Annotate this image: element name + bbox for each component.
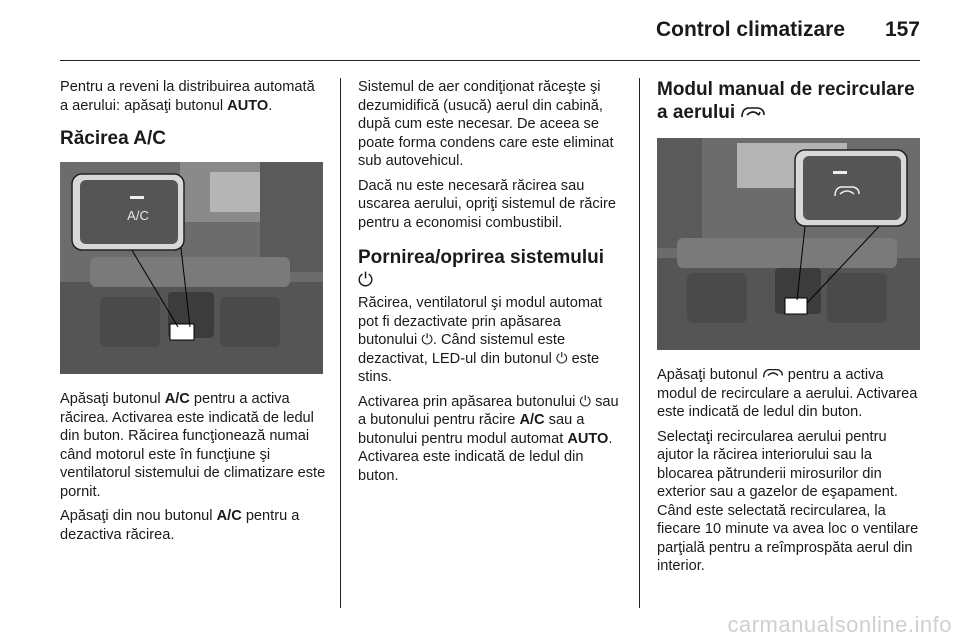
column-1: [60, 78, 326, 550]
page-number: 157: [884, 18, 920, 41]
svg-text:A/C: A/C: [127, 208, 149, 223]
recirculation-button-figure: [657, 138, 920, 350]
page-title: Control climatizare: [655, 18, 845, 41]
ac-deactivate-paragraph: Apăsaţi din nou butonul A/C pentru a dezactiva răcirea.: [60, 508, 300, 543]
ac-system-paragraph: Sistemul de aer condiţionat răceşte şi dezumidifică (usucă) aerul din cabină, după cum este necesar. De aceea se poate forma condens care este eliminat sub autovehicul.: [358, 79, 614, 169]
column-divider-2: [639, 78, 640, 608]
economy-paragraph: Dacă nu este necesară răcirea sau uscarea aerului, opriţi sistemul de răcire pentru a economisi combustibil.: [358, 177, 616, 231]
section-heading-ac: Răcirea A/C: [60, 128, 166, 149]
header-divider: [60, 60, 920, 61]
power-icon: ⏻: [579, 393, 592, 410]
power-icon: ⏻: [555, 350, 568, 367]
intro-paragraph: Pentru a reveni la distribuirea automată a aerului: apăsaţi butonul AUTO.: [60, 79, 315, 114]
recirculation-info-paragraph: Selectaţi recircularea aerului pentru ajutor la răcirea interiorului sau la blocarea pătrunderii mirosurilor din exterior sau a gazelor de eşapament. Când este selectată recircularea, la fiecare 10 minute va avea loc o ventilare parţială pentru a reîmprospăta aerul din interior.: [657, 428, 919, 574]
ac-button-figure: [60, 162, 323, 374]
page-header: [0, 0, 960, 60]
system-on-paragraph: Activarea prin apăsarea butonului ⏻ sau a butonului pentru răcire A/C sau a butonului pentru modul automat AUTO. Activarea este indicată de ledul din buton.: [358, 393, 619, 484]
section-heading-system: Pornirea/oprirea sistemului ⏻: [358, 247, 605, 291]
column-divider-1: [340, 78, 341, 608]
watermark: carmanualsonline.info: [727, 612, 952, 637]
column-3: [657, 78, 923, 582]
recirculation-icon: [740, 105, 766, 119]
recirculation-dashboard-illustration: [657, 138, 920, 350]
ac-activate-paragraph: Apăsaţi butonul A/C pentru a activa răcirea. Activarea este indicată de ledul din buton. Răcirea funcţionează numai când motorul este în funcţiune şi ventilatorul sistemului de climatizare este pornit.: [60, 391, 326, 500]
ac-dashboard-illustration: [60, 162, 323, 374]
column-2: [358, 78, 624, 491]
section-heading-recirculation: Modul manual de recirculare a aerului: [657, 79, 915, 123]
power-icon: ⏻: [358, 270, 374, 291]
recirculation-activate-paragraph: Apăsaţi butonul pentru a activa modul de recirculare a aerului. Activarea este indicată de ledul din buton.: [657, 367, 918, 420]
power-icon: ⏻: [421, 332, 433, 348]
system-off-paragraph: Răcirea, ventilatorul şi modul automat pot fi dezactivate prin apăsarea butonului ⏻. Când sistemul este dezactivat, LED-ul din butonul ⏻ este stins.: [358, 295, 603, 385]
recirculation-icon: [762, 367, 784, 379]
